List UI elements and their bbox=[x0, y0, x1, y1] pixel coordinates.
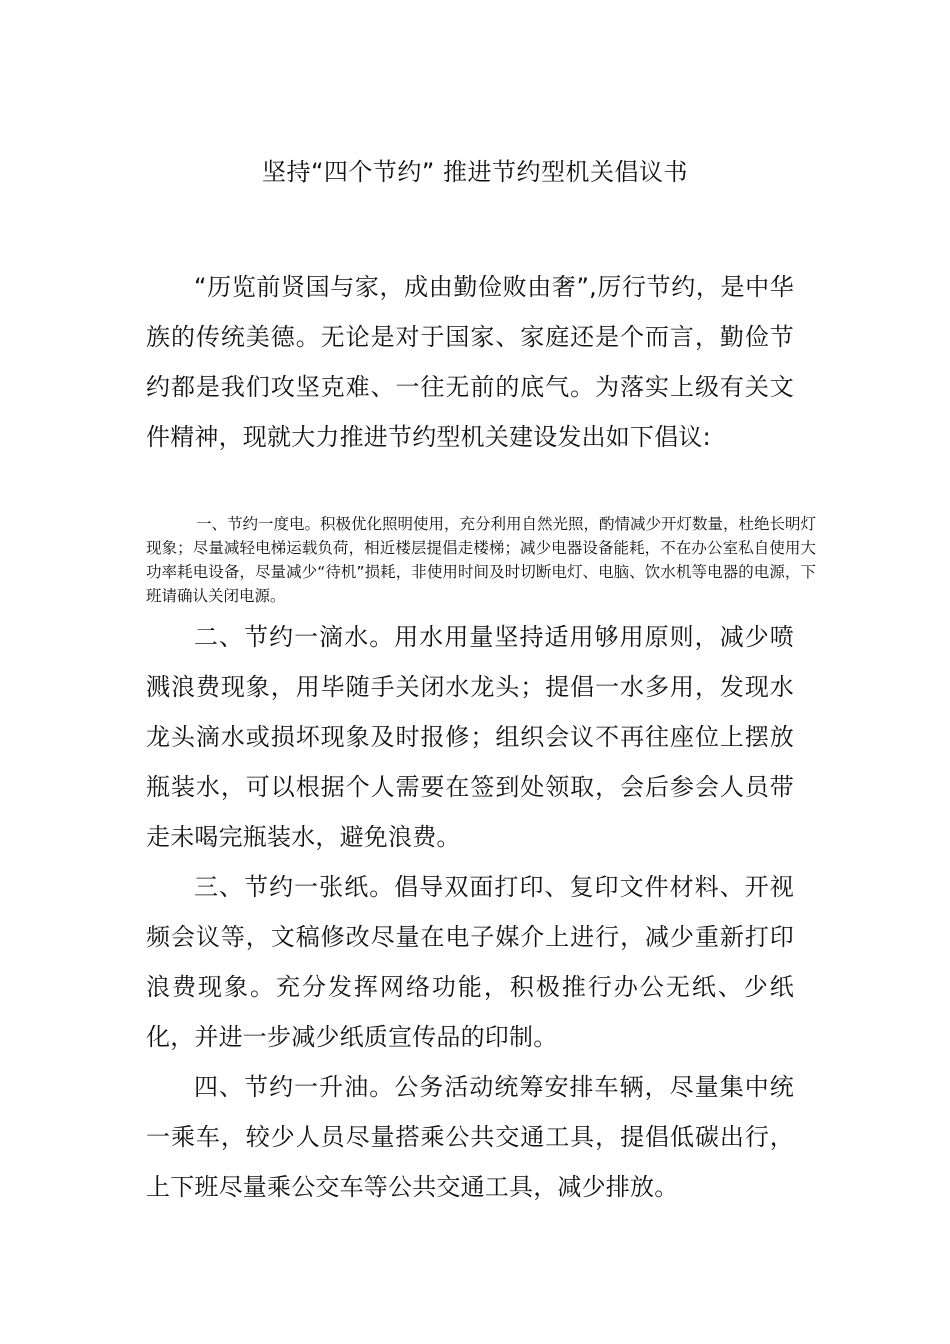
item-electricity-paragraph: 一、节约一度电。积极优化照明使用，充分利用自然光照，酌情减少开灯数量，杜绝长明灯现象；尽量减轻电梯运载负荷，相近楼层提倡走楼梯；减少电器设备能耗，不在办公室私自使用大功率耗电设备，尽量减少“待机”损耗，非使用时间及时切断电灯、电脑、饮水机等电器的电源，下班请确认关闭电源。 bbox=[146, 515, 817, 605]
item-paper-paragraph: 三、节约一张纸。倡导双面打印、复印文件材料、开视频会议等，文稿修改尽量在电子媒介上进行，减少重新打印浪费现象。充分发挥网络功能，积极推行办公无纸、少纸化，并进一步减少纸质宣传品的印制。 bbox=[146, 873, 794, 1051]
item-water-paragraph: 二、节约一滴水。用水用量坚持适用够用原则，减少喷溅浪费现象，用毕随手关闭水龙头；提倡一水多用，发现水龙头滴水或损坏现象及时报修；组织会议不再往座位上摆放瓶装水，可以根据个人需要在签到处领取，会后参会人员带走未喝完瓶装水，避免浪费。 bbox=[146, 623, 794, 851]
document-title: 坚持“四个节约” 推进节约型机关倡议书 bbox=[262, 158, 688, 186]
intro-paragraph: “历览前贤国与家，成由勤俭败由奢”,厉行节约，是中华族的传统美德。无论是对于国家、家庭还是个而言，勤俭节约都是我们攻坚克难、一往无前的底气。为落实上级有关文件精神，现就大力推进节约型机关建设发出如下倡议: bbox=[146, 273, 794, 451]
item-oil-paragraph: 四、节约一升油。公务活动统筹安排车辆，尽量集中统一乘车，较少人员尽量搭乘公共交通工具，提倡低碳出行，上下班尽量乘公交车等公共交通工具，减少排放。 bbox=[146, 1073, 794, 1201]
